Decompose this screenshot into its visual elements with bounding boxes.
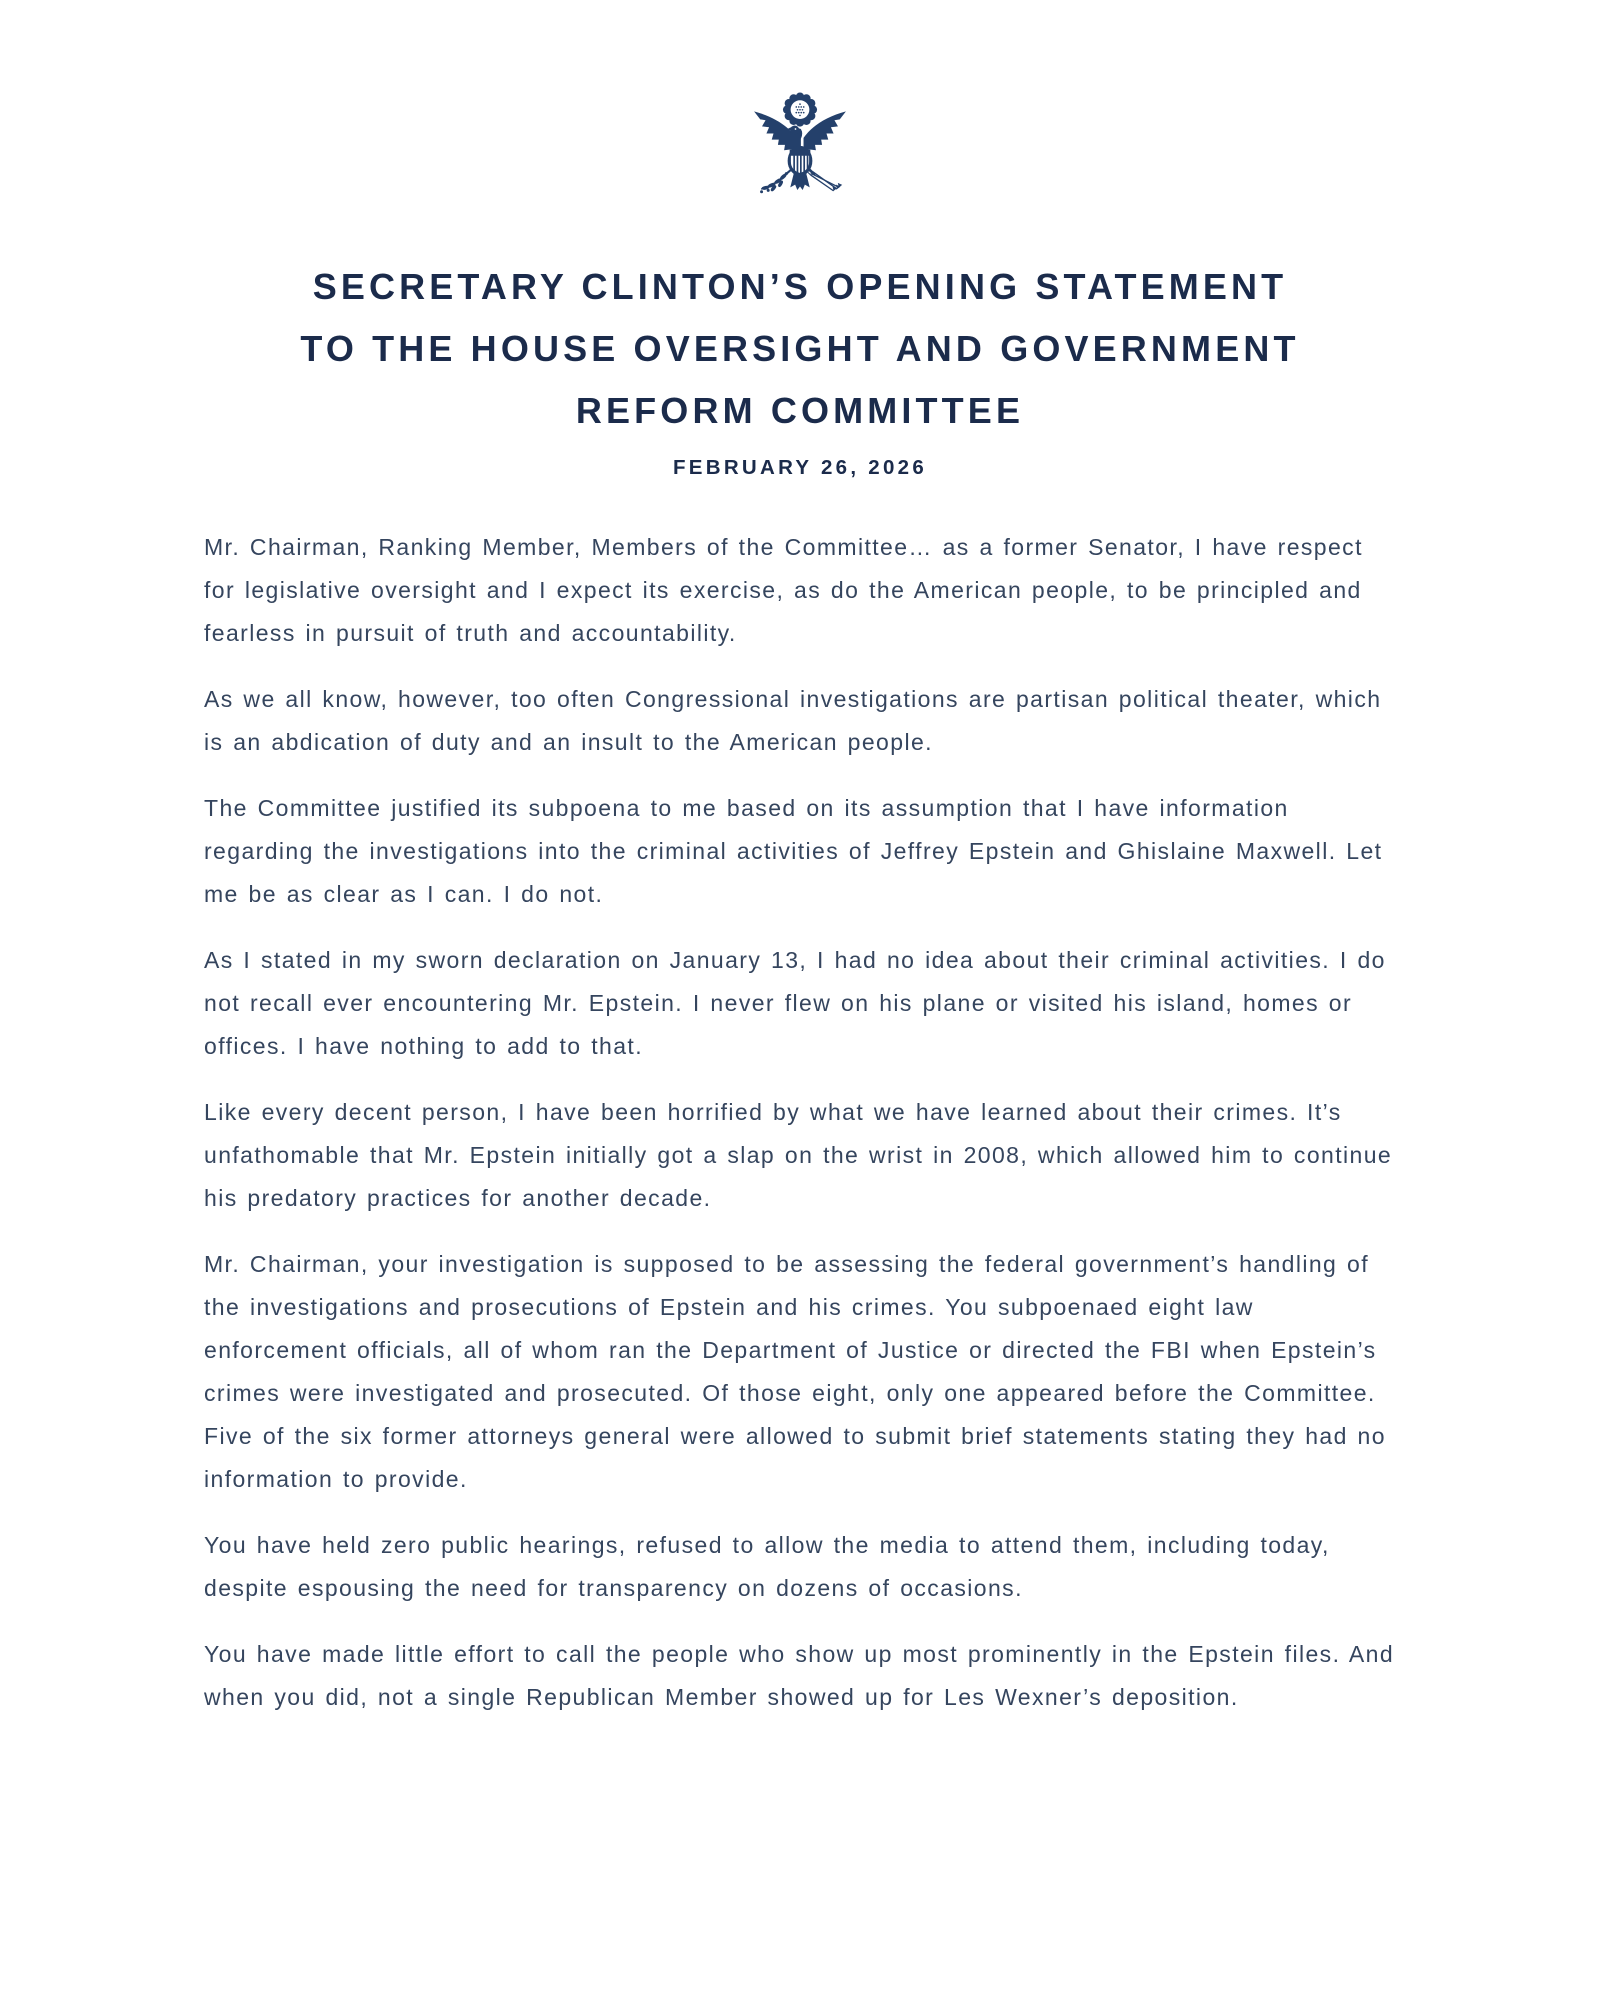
statement-paragraph-8: You have made little effort to call the people who show up most prominently in the Epstein files. And when you did, not a single Republican Member showed up for Les Wexner’s deposition. — [204, 1641, 1395, 1710]
statement-paragraph-1: Mr. Chairman, Ranking Member, Members of the Committee… as a former Senator, I have respect for legislative oversight and I expect its exercise, as do the American people, to be principled and fearless in pursuit of truth and accountability. — [204, 534, 1363, 646]
document-date: FEBRUARY 26, 2026 — [672, 456, 927, 479]
document-title — [0, 256, 1600, 442]
statement-paragraph-2: As we all know, however, too often Congressional investigations are partisan political theater, which is an abdication of duty and an insult to the American people. — [204, 686, 1382, 755]
document-title-line-2: TO THE HOUSE OVERSIGHT AND GOVERNMENT — [300, 328, 1300, 369]
statement-body — [204, 526, 1396, 1719]
document-title-line-3: REFORM COMMITTEE — [575, 390, 1025, 431]
statement-paragraph-4: As I stated in my sworn declaration on January 13, I had no idea about their criminal activities. I do not recall ever encountering Mr. Epstein. I never flew on his plane or visited his island, homes or offices. I have nothing to add to that. — [204, 947, 1386, 1059]
document-title-line-1: SECRETARY CLINTON’S OPENING STATEMENT — [312, 266, 1288, 307]
statement-paragraph-5: Like every decent person, I have been horrified by what we have learned about their crimes. It’s unfathomable that Mr. Epstein initially got a slap on the wrist in 2008, which allowed him to continue his predatory practices for another decade. — [204, 1099, 1393, 1211]
great-seal-eagle-icon — [0, 90, 1600, 216]
statement-paragraph-6: Mr. Chairman, your investigation is supposed to be assessing the federal government’s handling of the investigations and prosecutions of Epstein and his crimes. You subpoenaed eight law enforcement officials, all of whom ran the Department of Justice or directed the FBI when Epstein’s crimes were investigated and prosecuted. Of those eight, only one appeared before the Committee. Five of the six former attorneys general were allowed to submit brief statements stating they had no information to provide. — [204, 1251, 1386, 1492]
statement-paragraph-7: You have held zero public hearings, refused to allow the media to attend them, including today, despite espousing the need for transparency on dozens of occasions. — [204, 1532, 1330, 1601]
statement-paragraph-3: The Committee justified its subpoena to me based on its assumption that I have information regarding the investigations into the criminal activities of Jeffrey Epstein and Ghislaine Maxwell. Let me be as clear as I can. I do not. — [204, 795, 1383, 907]
